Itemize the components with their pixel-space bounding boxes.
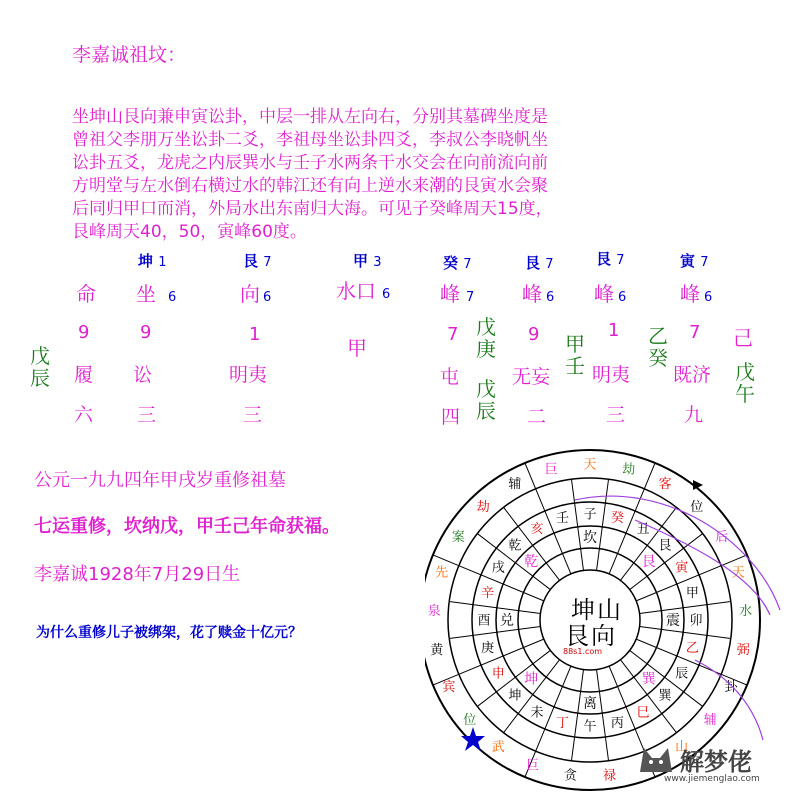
ring-inner-label: 卯 <box>689 613 703 629</box>
ring-inner-label: 丑 <box>636 521 650 537</box>
paragraph-line: 曾祖父李朋万坐讼卦二爻，李祖母坐讼卦四爻，李叔公李晓帆坐 <box>72 130 548 150</box>
right-side-top: 己 <box>733 326 753 350</box>
ring-outer-label: 先 <box>435 565 449 581</box>
top-label: 艮 7 <box>596 250 625 268</box>
ring-outer-label: 巨 <box>544 462 558 478</box>
ring-outer-label: 贪 <box>563 768 577 784</box>
center-char: 向 <box>591 622 615 650</box>
ring-outer-label: 位 <box>463 712 477 728</box>
paragraph-line: 方明堂与左水倒右横过水的韩江还有向上逆水来潮的艮寅水会聚 <box>72 176 548 196</box>
ring-outer-label: 黄 <box>430 642 444 658</box>
ring-outer-label: 后 <box>715 529 729 545</box>
number: 9 <box>140 322 152 343</box>
green-column: 甲 壬 <box>565 332 585 378</box>
ring-inner-label: 乾 <box>508 538 522 554</box>
right-side-ganzhi: 戊 午 <box>735 360 755 406</box>
ring-inner-label: 艮 <box>658 538 672 554</box>
number: 9 <box>528 324 540 345</box>
ring-inner-label: 辰 <box>675 666 689 682</box>
center-char: 艮 <box>565 622 589 650</box>
middle-label: 峰 6 <box>522 282 555 306</box>
ring-trigram-label: 兑 <box>500 612 514 629</box>
yao-label: 三 <box>606 404 626 426</box>
ring-outer-label: 天 <box>583 457 597 473</box>
ring-inner-label: 壬 <box>556 511 570 527</box>
ring-trigram-label: 坎 <box>583 529 597 546</box>
gua-name: 屯 <box>440 366 460 388</box>
fortune-line: 七运重修，坎纳戊，甲壬己年命获福。 <box>34 516 340 537</box>
ring-trigram-label: 乾 <box>524 554 539 571</box>
ring-trigram-label: 震 <box>666 612 680 629</box>
left-side-ganzhi: 戊 辰 <box>30 344 50 390</box>
ring-outer-label: 山 <box>675 739 689 755</box>
number: 9 <box>78 322 90 343</box>
ring-inner-label: 戌 <box>491 560 505 576</box>
top-label: 癸 7 <box>443 254 472 272</box>
ring-inner-label: 巳 <box>636 705 650 721</box>
yao-label: 四 <box>441 406 461 428</box>
top-label: 艮 7 <box>243 252 272 270</box>
top-label: 坤 1 <box>138 252 167 270</box>
ring-outer-label: 辅 <box>703 712 717 728</box>
gua-name: 无妄 <box>512 366 551 388</box>
yao-label: 六 <box>74 404 94 426</box>
ring-trigram-label: 巽 <box>641 671 656 688</box>
green-column: 乙 癸 <box>648 324 668 370</box>
gua-name: 明夷 <box>592 364 631 386</box>
cat-logo-icon <box>636 742 676 776</box>
birth-date-line: 李嘉诚1928年7月29日生 <box>34 564 241 585</box>
ring-inner-label: 庚 <box>481 640 495 656</box>
middle-label: 向 6 <box>240 282 272 306</box>
watermark-url: www.jiemenglao.com <box>664 774 760 784</box>
repair-date-line: 公元一九九四年甲戌岁重修祖墓 <box>34 470 286 491</box>
top-label: 寅 7 <box>680 252 709 270</box>
ring-inner-label: 坤 <box>508 688 522 704</box>
number: 7 <box>447 324 459 345</box>
ring-outer-label: 武 <box>491 739 505 755</box>
ring-inner-label: 亥 <box>530 521 544 537</box>
ring-outer-label: 劫 <box>622 462 636 478</box>
green-column: 戊 辰 <box>476 377 496 423</box>
jia-label: 甲 <box>347 336 367 360</box>
middle-label: 水口 6 <box>336 279 391 303</box>
middle-label: 命 <box>76 282 96 306</box>
gua-name: 讼 <box>133 364 153 386</box>
ring-outer-label: 位 <box>690 499 704 515</box>
paragraph-line: 讼卦五爻，龙虎之内辰巽水与壬子水两条干水交会在向前流向前 <box>72 153 548 173</box>
middle-label: 峰 7 <box>440 282 475 306</box>
ring-inner-label: 申 <box>491 666 505 682</box>
ring-outer-label: 水 <box>739 603 753 619</box>
ring-inner-label: 寅 <box>675 560 689 576</box>
number: 1 <box>608 320 620 341</box>
ring-trigram-label: 坤 <box>524 671 539 688</box>
number: 1 <box>249 324 261 345</box>
center-char: 山 <box>597 596 621 624</box>
question-line: 为什么重修儿子被绑架，花了赎金十亿元？ <box>36 625 302 641</box>
ring-inner-label: 乙 <box>685 640 699 656</box>
top-label: 甲 3 <box>353 252 382 270</box>
ring-outer-label: 客 <box>658 476 672 492</box>
ring-inner-label: 巽 <box>658 688 672 704</box>
ring-inner-label: 甲 <box>685 586 699 602</box>
ring-outer-label: 案 <box>451 529 465 545</box>
ring-outer-label: 天 <box>731 565 745 581</box>
top-label: 艮 7 <box>525 254 554 272</box>
middle-label: 坐 6 <box>136 282 177 306</box>
ring-trigram-label: 艮 <box>641 554 656 571</box>
ring-inner-label: 未 <box>530 705 544 721</box>
ring-trigram-label: 离 <box>583 695 597 712</box>
gua-name: 履 <box>74 364 94 386</box>
green-column: 戊 庚 <box>476 315 496 361</box>
ring-outer-label: 卦 <box>724 679 738 695</box>
paragraph-line: 坐坤山艮向兼申寅讼卦，中层一排从左向右，分别其墓碑坐度是 <box>72 107 548 127</box>
ring-outer-label: 弼 <box>736 642 750 658</box>
middle-label: 峰 6 <box>680 282 713 306</box>
yao-label: 九 <box>684 404 704 426</box>
watermark-brand: 解梦佬 <box>680 748 752 776</box>
ring-inner-label: 丙 <box>610 715 624 731</box>
yao-label: 三 <box>137 404 157 426</box>
ring-inner-label: 子 <box>583 507 597 523</box>
yao-label: 三 <box>243 404 263 426</box>
description-paragraph <box>72 106 722 244</box>
center-char: 坤 <box>571 596 595 624</box>
ring-inner-label: 酉 <box>477 613 491 629</box>
ring-outer-label: 禄 <box>603 768 617 784</box>
ring-outer-label: 劫 <box>476 499 490 515</box>
number: 7 <box>689 322 701 343</box>
gua-name: 明夷 <box>229 364 268 386</box>
compass-center <box>563 596 621 656</box>
paragraph-line: 后同归甲口而消，外局水出东南归大海。可见子癸峰周天15度， <box>72 199 553 219</box>
ring-outer-label: 巨 <box>526 758 540 774</box>
yao-label: 二 <box>527 406 547 428</box>
middle-label: 峰 6 <box>594 282 627 306</box>
gua-name: 既济 <box>673 364 712 386</box>
page-title: 李嘉诚祖坟： <box>72 44 187 66</box>
ring-outer-label: 泉 <box>427 603 441 619</box>
ring-outer-label: 辅 <box>508 476 522 492</box>
ring-inner-label: 癸 <box>610 511 624 527</box>
ring-inner-label: 辛 <box>481 586 495 602</box>
paragraph-line: 艮峰周天40，50，寅峰60度。 <box>72 222 307 242</box>
ring-inner-label: 丁 <box>556 715 570 731</box>
ring-inner-label: 午 <box>583 719 597 735</box>
ring-outer-label: 宾 <box>442 679 456 695</box>
site-mark: 88s1.com <box>563 647 603 656</box>
